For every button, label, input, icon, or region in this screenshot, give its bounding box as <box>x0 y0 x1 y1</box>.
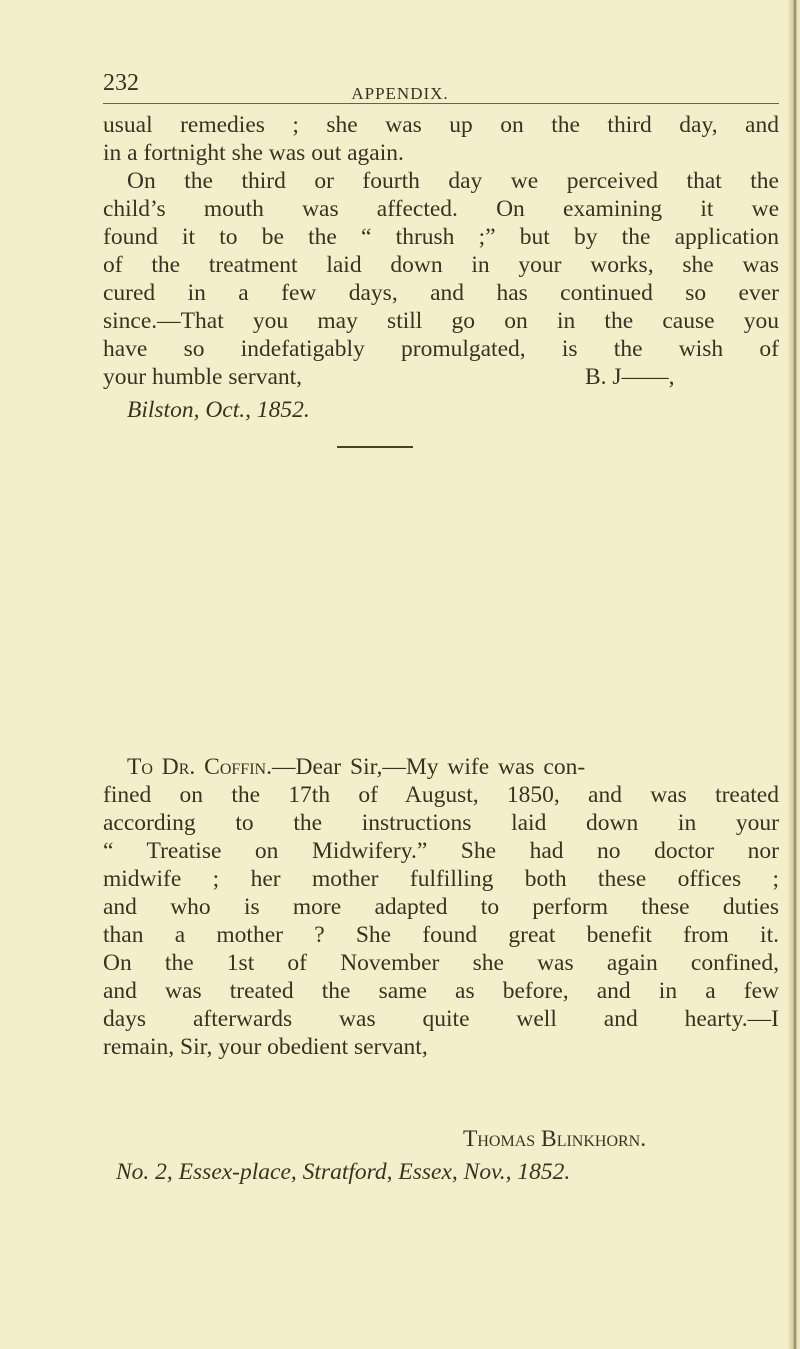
signature: Thomas Blinkhorn. <box>463 1126 647 1152</box>
page-number: 232 <box>103 70 139 96</box>
text-line: cured in a few days, and has continued so ever <box>103 280 779 306</box>
place-date: Bilston, Oct., 1852. <box>127 397 310 423</box>
header-rule <box>103 103 779 104</box>
text-line: of the treatment laid down in your works, she was <box>103 252 779 278</box>
text-line: fined on the 17th of August, 1850, and was treated <box>103 782 779 808</box>
text-line: in a fortnight she was out again. <box>103 140 404 166</box>
text-line: have so indefatigably promulgated, is the wish of <box>103 336 779 362</box>
text-line: than a mother ? She found great benefit from it. <box>103 922 779 948</box>
text-line: days afterwards was quite well and hearty.—I <box>103 1006 779 1032</box>
text-line: child’s mouth was affected. On examining it we <box>103 196 779 222</box>
signature: B. J——, <box>585 364 675 390</box>
text-line: “ Treatise on Midwifery.” She had no doctor nor <box>103 838 779 864</box>
running-head: APPENDIX. <box>351 84 449 103</box>
salutation-text: —Dear Sir,—My wife was con- <box>271 754 586 780</box>
salutation-name: To Dr. Coffin. <box>127 754 272 780</box>
text-line: remain, Sir, your obedient servant, <box>103 1034 428 1060</box>
text-line: On the third or fourth day we perceived that the <box>127 168 779 194</box>
text-line: usual remedies ; she was up on the third day, and <box>103 112 779 138</box>
place-date: No. 2, Essex-place, Stratford, Essex, Nov., 1852. <box>116 1159 571 1185</box>
text-line: according to the instructions laid down in your <box>103 810 779 836</box>
text-line: and was treated the same as before, and in a few <box>103 978 779 1004</box>
text-line: midwife ; her mother fulfilling both these offices ; <box>103 866 779 892</box>
text-line: and who is more adapted to perform these duties <box>103 894 779 920</box>
section-ornament-rule <box>337 446 413 448</box>
text-line <box>127 753 779 781</box>
text-line: since.—That you may still go on in the cause you <box>103 308 779 334</box>
page-edge <box>788 0 800 1349</box>
text-line: your humble servant, <box>103 364 303 390</box>
text-line: found it to be the “ thrush ;” but by the application <box>103 224 779 250</box>
text-line: On the 1st of November she was again confined, <box>103 950 779 976</box>
